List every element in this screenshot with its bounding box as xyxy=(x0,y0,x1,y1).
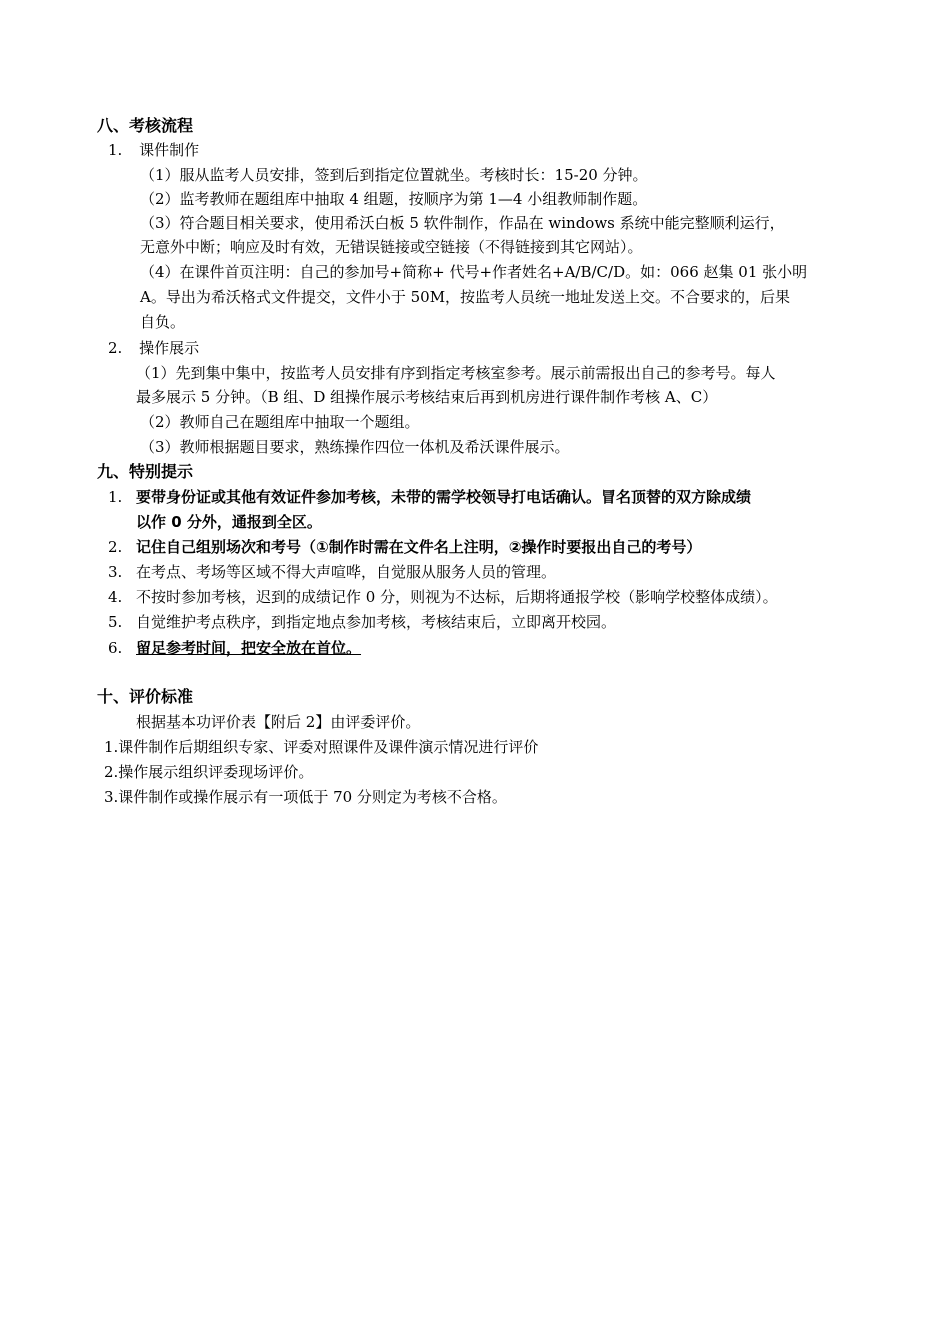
s8-item2-line: （1）先到集中集中，按监考人员安排有序到指定考核室参考。展示前需报出自己的参考号。每人 xyxy=(136,364,776,382)
s8-item1-line: （2）监考教师在题组库中抽取 4 组题，按顺序为第 1—4 小组教师制作题。 xyxy=(140,190,648,208)
s9-item-1 xyxy=(108,486,751,508)
s9-item-5 xyxy=(108,611,616,633)
s9-item-6 xyxy=(108,637,361,659)
list-text: 自觉维护考点秩序，到指定地点参加考核，考核结束后，立即离开校园。 xyxy=(136,613,617,631)
s8-item1-line: 自负。 xyxy=(140,313,186,331)
list-number: 1. xyxy=(108,141,123,159)
s10-item: 1.课件制作后期组织专家、评委对照课件及课件演示情况进行评价 xyxy=(104,738,539,756)
list-text: 要带身份证或其他有效证件参加考核，未带的需学校领导打电话确认。冒名顶替的双方除成绩 xyxy=(136,488,752,506)
list-number: 2. xyxy=(108,538,123,556)
list-label: 操作展示 xyxy=(139,339,200,357)
s8-item1-line: （4）在课件首页注明：自己的参加号+简称+ 代号+作者姓名+A/B/C/D。如：066 赵集 01 张小明 xyxy=(140,263,808,281)
s10-item: 3.课件制作或操作展示有一项低于 70 分则定为考核不合格。 xyxy=(104,788,507,806)
list-number: 4. xyxy=(108,588,123,606)
list-number: 5. xyxy=(108,613,123,631)
s8-item2-line: 最多展示 5 分钟。（B 组、D 组操作展示考核结束后再到机房进行课件制作考核 A、C） xyxy=(136,388,718,406)
list-text: 不按时参加考核，迟到的成绩记作 0 分，则视为不达标，后期将通报学校（影响学校整体成绩）。 xyxy=(136,588,778,606)
s10-intro: 根据基本功评价表【附后 2】由评委评价。 xyxy=(136,713,421,731)
s10-item: 2.操作展示组织评委现场评价。 xyxy=(104,763,314,781)
list-text: 留足参考时间，把安全放在首位。 xyxy=(136,639,362,657)
s8-item-2 xyxy=(108,337,199,359)
s8-item2-line: （2）教师自己在题组库中抽取一个题组。 xyxy=(140,413,420,431)
s8-item-1 xyxy=(108,139,199,161)
s9-item-2 xyxy=(108,536,701,558)
s9-item-4 xyxy=(108,586,778,608)
s8-item2-line: （3）教师根据题目要求，熟练操作四位一体机及希沃课件展示。 xyxy=(140,438,570,456)
list-number: 1. xyxy=(108,488,123,506)
s9-item-1-cont: 以作 0 分外，通报到全区。 xyxy=(136,513,322,531)
s8-item1-line: （1）服从监考人员安排，签到后到指定位置就坐。考核时长：15-20 分钟。 xyxy=(140,166,648,184)
s9-item-3 xyxy=(108,561,556,583)
list-number: 2. xyxy=(108,339,123,357)
list-label: 课件制作 xyxy=(139,141,200,159)
section-10-heading: 十、评价标准 xyxy=(97,687,194,706)
list-number: 6. xyxy=(108,639,123,657)
section-9-heading: 九、特别提示 xyxy=(97,462,194,481)
list-number: 3. xyxy=(108,563,123,581)
list-text: 在考点、考场等区域不得大声喧哗，自觉服从服务人员的管理。 xyxy=(136,563,557,581)
s8-item1-line: （3）符合题目相关要求，使用希沃白板 5 软件制作，作品在 windows 系统中能完整顺利运行， xyxy=(140,214,785,232)
list-text: 记住自己组别场次和考号（①制作时需在文件名上注明，②操作时要报出自己的考号） xyxy=(136,538,702,556)
s8-item1-line: A。导出为希沃格式文件提交，文件小于 50M，按监考人员统一地址发送上交。不合要求的，后果 xyxy=(140,288,791,306)
s8-item1-line: 无意外中断；响应及时有效，无错误链接或空链接（不得链接到其它网站）。 xyxy=(140,238,643,256)
section-8-heading: 八、考核流程 xyxy=(97,116,194,135)
